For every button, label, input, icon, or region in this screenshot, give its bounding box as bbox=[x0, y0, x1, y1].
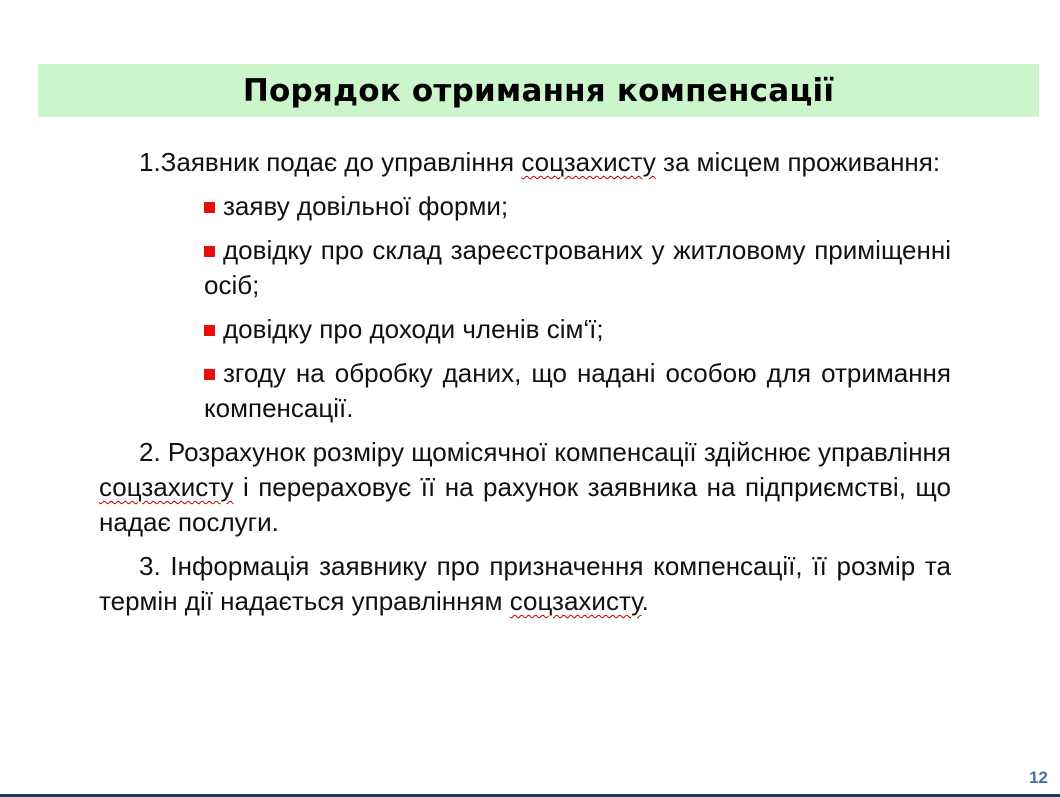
list-item-text: довідку про доходи членів сім‘ї; bbox=[223, 314, 604, 344]
paragraph-2-text-before: 2. Розрахунок розміру щомісячної компенсації здійснює управління bbox=[139, 437, 951, 467]
list-item-text: згоду на обробку даних, що надані особою для отримання компенсації. bbox=[204, 358, 951, 423]
bullet-square-icon bbox=[204, 246, 215, 257]
slide-title: Порядок отримання компенсації bbox=[242, 72, 835, 109]
list-item bbox=[204, 233, 951, 303]
bullet-square-icon bbox=[204, 325, 215, 336]
paragraph-2-text-after: і перераховує її на рахунок заявника на підприємстві, що надає послуги. bbox=[99, 472, 951, 537]
paragraph-1 bbox=[99, 145, 951, 180]
title-band bbox=[38, 64, 1039, 117]
paragraph-2-term: соцзахисту bbox=[99, 472, 234, 502]
paragraph-3 bbox=[99, 549, 951, 619]
documents-list bbox=[204, 189, 951, 426]
list-item bbox=[204, 312, 951, 347]
paragraph-1-text-after: за місцем проживання: bbox=[655, 147, 941, 177]
list-item-text: довідку про склад зареєстрованих у житловому приміщенні осіб; bbox=[204, 235, 951, 300]
slide-content bbox=[99, 145, 951, 628]
bullet-square-icon bbox=[204, 202, 215, 213]
paragraph-2 bbox=[99, 435, 951, 540]
page-number: 12 bbox=[1029, 768, 1048, 787]
paragraph-3-text-after: . bbox=[641, 586, 649, 616]
bullet-square-icon bbox=[204, 369, 215, 380]
paragraph-3-term: соцзахисту bbox=[509, 586, 642, 616]
paragraph-1-text-before: 1.Заявник подає до управління bbox=[139, 147, 522, 177]
paragraph-3-text-before: 3. Інформація заявнику про призначення компенсації, її розмір та термін дії надається управлінням bbox=[99, 551, 951, 616]
list-item bbox=[204, 189, 951, 224]
list-item bbox=[204, 356, 951, 426]
list-item-text: заяву довільної форми; bbox=[223, 191, 509, 221]
paragraph-1-term: соцзахисту bbox=[521, 147, 656, 177]
